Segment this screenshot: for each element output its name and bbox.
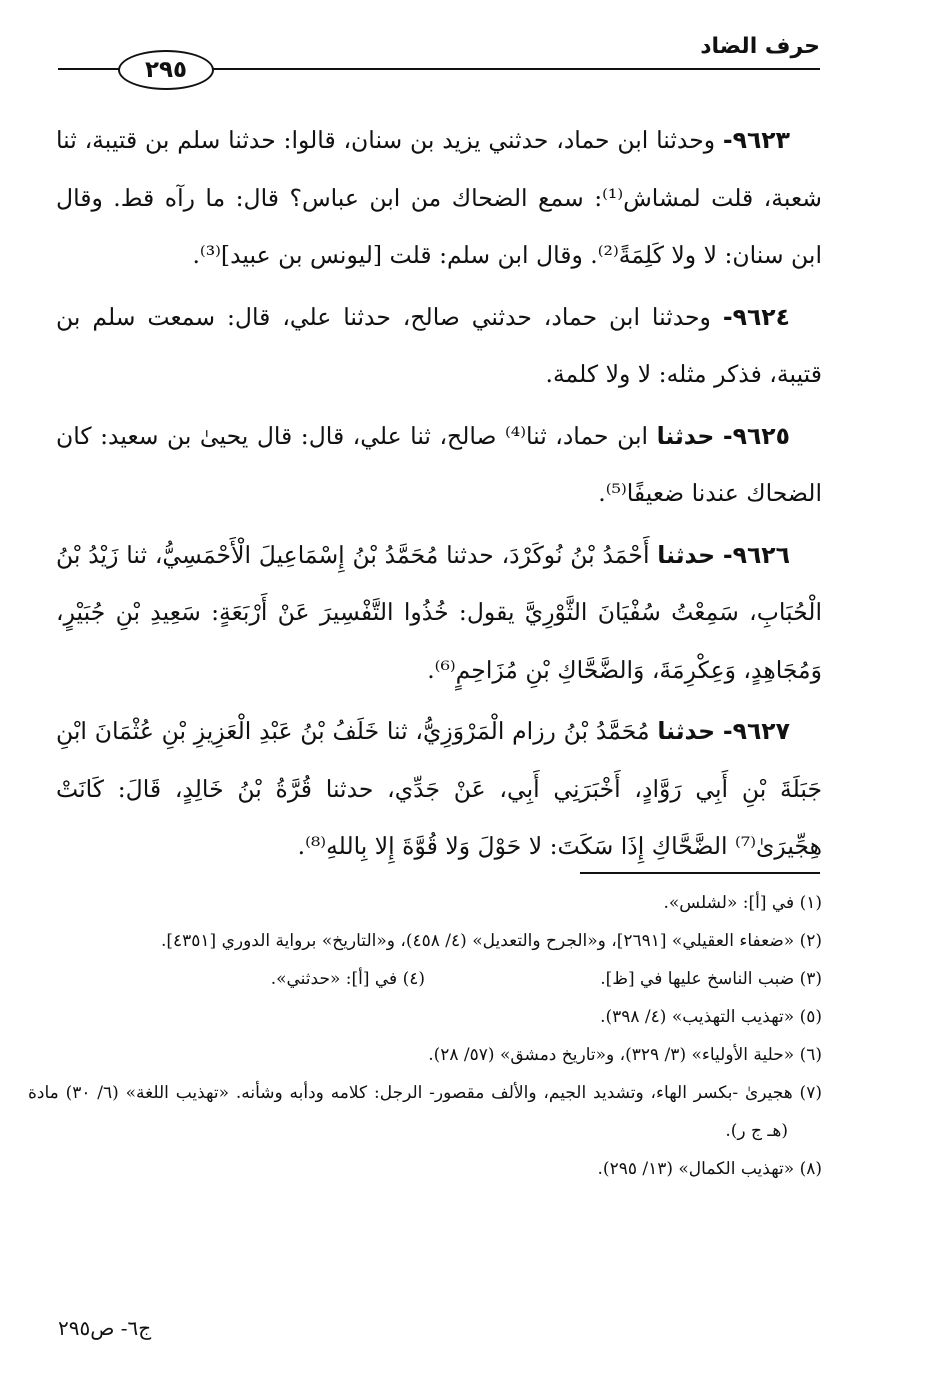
entry-number: ٩٦٢٦- [722,540,790,569]
volume-page-footer: ج٦- ص٢٩٥ [58,1316,152,1340]
footnote-row-3-4 [28,960,822,998]
entry-number: ٩٦٢٧- [722,717,790,745]
entry-number: ٩٦٢٣- [722,126,790,154]
page-header [58,28,820,88]
entry-keyword: حدثنا [657,717,716,745]
footnotes [28,884,822,1188]
entry-text: وحدثنا ابن حماد، حدثني صالح، حدثنا علي، قال: سمعت سلم بن قتيبة، فذكر مثله: لا ولا كلمة. [56,302,822,388]
footnote-6: (٦) «حلية الأولياء» (٣/ ٣٢٩)، و«تاريخ دمشق» (٥٧/ ٢٨). [428,1045,822,1065]
entry-number: ٩٦٢٤- [722,302,790,331]
footnote-2: (٢) «ضعفاء العقيلي» [٢٦٩١]، و«الجرح والتعديل» (٤/ ٤٥٨)، و«التاريخ» برواية الدوري [٤٣٥١]. [160,931,822,951]
footnote-8: (٨) «تهذيب الكمال» (١٣/ ٢٩٥). [597,1159,822,1179]
entry-9624 [56,289,822,404]
footnote-5: (٥) «تهذيب التهذيب» (٤/ ٣٩٨). [600,1007,822,1027]
entry-9625 [56,408,822,523]
page-number-badge: ٢٩٥ [118,50,214,90]
footnote-3: (٣) ضبب الناسخ عليها في [ظ]. [600,969,822,989]
entry-text: مُحَمَّدُ بْنُ رزام الْمَرْوَزِيُّ، ثنا خَلَفُ بْنُ عَبْدِ الْعَزِيزِ بْنِ عُثْمَانَ ابْنِ جَبَلَةَ بْنِ أَبِي رَوَّادٍ، أَخْبَرَنِي أَبِي، عَنْ جَدِّي، حدثنا قُرَّةُ بْنُ خَالِدٍ، قَالَ: كَانَتْ هِجِّيرَىٰ⁽⁷⁾ الضَّحَّاكِ إِذَا سَكَتَ: لا حَوْلَ وَلا قُوَّةَ إِلا بِاللهِ⁽⁸⁾. [56,717,822,860]
main-text [56,112,822,880]
running-head: حرف الضاد [700,34,820,59]
footnote-separator [580,872,820,874]
entry-9626 [56,527,822,700]
entry-text: وحدثنا ابن حماد، حدثني يزيد بن سنان، قالوا: حدثنا سلم بن قتيبة، ثنا شعبة، قلت لمشاش⁽¹⁾: سمع الضحاك من ابن عباس؟ قال: ما رآه قط. وقال ابن سنان: لا ولا كَلِمَةً⁽²⁾. وقال ابن سلم: قلت [ليونس بن عبيد]⁽³⁾. [56,126,822,269]
entry-keyword: حدثنا [657,540,716,569]
footnote-1: (١) في [أ]: «لشلس». [663,893,822,913]
entry-text: أَحْمَدُ بْنُ نُوكَرْدَ، حدثنا مُحَمَّدُ بْنُ إِسْمَاعِيلَ الْأَحْمَسِيُّ، ثنا زَيْدُ بْنُ الْحُبَابِ، سَمِعْتُ سُفْيَانَ الثَّوْرِيَّ يقول: خُذُوا التَّفْسِيرَ عَنْ أَرْبَعَةٍ: سَعِيدِ بْنِ جُبَيْرٍ، وَمُجَاهِدٍ، وَعِكْرِمَةَ، وَالضَّحَّاكِ بْنِ مُزَاحِمٍ⁽⁶⁾. [56,540,822,684]
entry-number: ٩٦٢٥- [722,421,790,450]
entry-9623 [56,112,822,285]
entry-keyword: حدثنا [656,421,715,450]
footnote-7: (٧) هجيرىٰ -بكسر الهاء، وتشديد الجيم، والألف مقصور- الرجل: كلامه ودأبه وشأنه. «تهذيب اللغة» (٦/ ٣٠) مادة (هـ ج ر). [28,1083,822,1141]
entry-9627 [56,703,822,876]
footnote-4: (٤) في [أ]: «حدثني». [270,969,425,989]
entry-text: ابن حماد، ثنا⁽⁴⁾ صالح، ثنا علي، قال: قال يحيىٰ بن سعيد: كان الضحاك عندنا ضعيفًا⁽⁵⁾. [56,421,822,507]
